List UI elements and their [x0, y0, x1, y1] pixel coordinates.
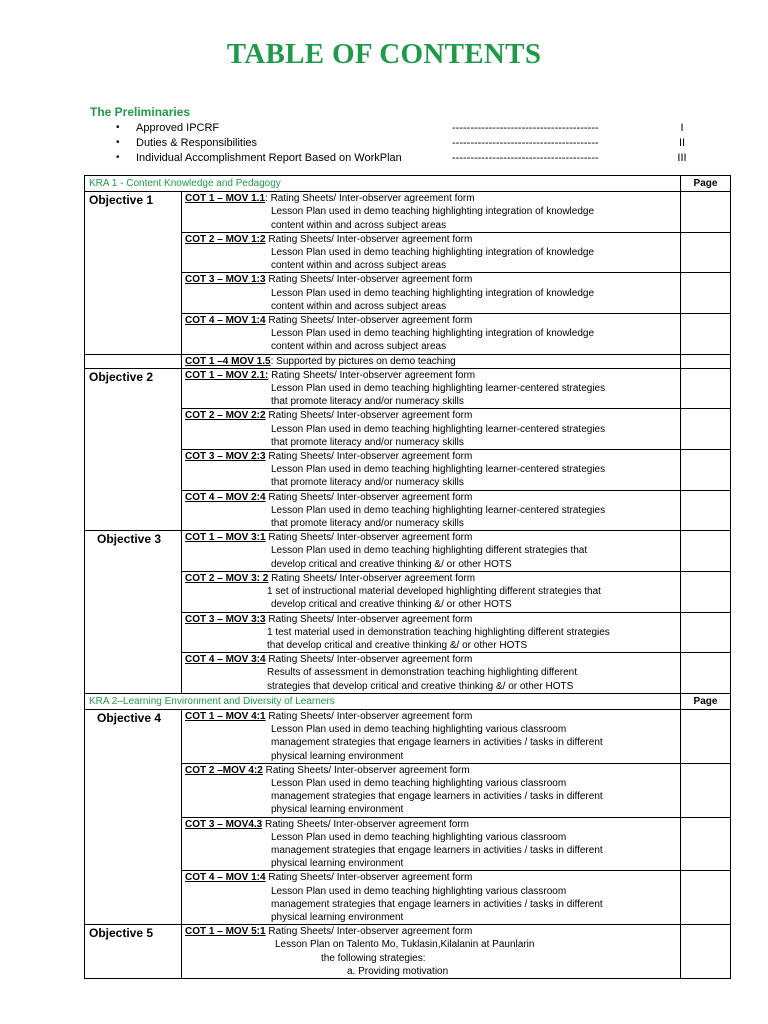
mov-code: COT 1 – MOV 1.1 — [185, 193, 266, 205]
prelim-item — [0, 122, 768, 137]
bullet-icon: • — [116, 152, 120, 163]
objective-label: Objective 2 — [85, 368, 182, 530]
entry-desc: physical learning environment — [271, 804, 404, 816]
table-row — [85, 273, 731, 314]
toc-entry — [182, 612, 681, 653]
toc-entry — [182, 653, 681, 694]
table-row — [85, 531, 731, 572]
mov-code: COT 3 – MOV 1:3 — [185, 274, 266, 286]
entry-title: Rating Sheets/ Inter-observer agreement form — [265, 654, 473, 666]
page-cell — [681, 571, 731, 612]
toc-entry — [182, 450, 681, 491]
entry-desc: Lesson Plan used in demo teaching highlighting learner-centered strategies — [271, 504, 606, 516]
entry-desc: Lesson Plan used in demo teaching highlighting various classroom — [271, 831, 567, 843]
entry-desc: Results of assessment in demonstration teaching highlighting different — [267, 667, 577, 679]
page-cell — [681, 763, 731, 817]
toc-entry — [182, 273, 681, 314]
entry-desc: that promote literacy and/or numeracy skills — [271, 477, 464, 489]
entry-desc: content within and across subject areas — [271, 260, 447, 272]
toc-entry — [182, 368, 681, 409]
entry-title: Rating Sheets/ Inter-observer agreement form — [265, 491, 473, 503]
toc-entry — [182, 925, 681, 979]
page-cell — [681, 409, 731, 450]
entry-title: Rating Sheets/ Inter-observer agreement form — [265, 451, 473, 463]
entry-title: Rating Sheets/ Inter-observer agreement form — [265, 710, 473, 722]
toc-entry — [182, 490, 681, 531]
mov-code: COT 1 – MOV 5:1 — [185, 926, 266, 938]
entry-desc: management strategies that engage learners in activities / tasks in different — [271, 737, 603, 749]
contents-table — [84, 175, 731, 979]
objective-label: Objective 5 — [85, 925, 182, 979]
entry-desc: Lesson Plan used in demo teaching highlighting integration of knowledge — [271, 328, 595, 340]
entry-desc: Lesson Plan used in demo teaching highlighting learner-centered strategies — [271, 423, 606, 435]
entry-desc: that promote literacy and/or numeracy skills — [271, 518, 464, 530]
prelim-item-label: Approved IPCRF — [136, 122, 220, 134]
entry-desc: Lesson Plan on Talento Mo, Tuklasin,Kilalanin at Paunlarin — [275, 939, 535, 951]
page-cell — [681, 273, 731, 314]
page-cell — [681, 531, 731, 572]
table-row — [85, 763, 731, 817]
toc-entry — [182, 354, 681, 368]
mov-code: COT 2 – MOV 2:2 — [185, 410, 266, 422]
entry-title: Rating Sheets/ Inter-observer agreement form — [268, 572, 476, 584]
table-row — [85, 232, 731, 273]
kra-header-row — [85, 176, 731, 192]
table-row — [85, 653, 731, 694]
leader-dots: ---------------------------------------- — [452, 152, 599, 164]
page-cell — [681, 192, 731, 233]
entry-title: Rating Sheets/ Inter-observer agreement form — [265, 532, 473, 544]
mov-code: COT 1 –4 MOV 1.5 — [185, 355, 271, 367]
toc-entry — [182, 409, 681, 450]
prelim-item-label: Duties & Responsibilities — [136, 137, 258, 149]
entry-title: : Supported by pictures on demo teaching — [270, 355, 456, 367]
table-row — [85, 354, 731, 368]
entry-desc: physical learning environment — [271, 750, 404, 762]
table-row — [85, 871, 731, 925]
entry-desc: 1 set of instructional material developed highlighting different strategies that — [267, 586, 601, 598]
entry-desc: that promote literacy and/or numeracy skills — [271, 396, 464, 408]
entry-desc: Lesson Plan used in demo teaching highlighting various classroom — [271, 724, 567, 736]
entry-desc: 1 test material used in demonstration teaching highlighting different strategies — [267, 626, 610, 638]
mov-code: COT 1 – MOV 3:1 — [185, 532, 266, 544]
mov-code: COT 4 – MOV 1:4 — [185, 872, 266, 884]
table-row — [85, 571, 731, 612]
prelim-item-page: II — [678, 137, 686, 149]
prelim-item — [0, 137, 768, 152]
page-column-header: Page — [681, 693, 731, 709]
entry-desc: that promote literacy and/or numeracy skills — [271, 436, 464, 448]
bullet-icon: • — [116, 122, 120, 133]
mov-code: COT 4 – MOV 3:4 — [185, 654, 266, 666]
entry-title: Rating Sheets/ Inter-observer agreement form — [265, 613, 473, 625]
kra1-heading: KRA 1 - Content Knowledge and Pedagogy — [85, 176, 681, 192]
page-column-header: Page — [681, 176, 731, 192]
page-cell — [681, 817, 731, 871]
page-cell — [681, 354, 731, 368]
prelim-item-label: Individual Accomplishment Report Based on WorkPlan — [136, 152, 402, 164]
mov-code: COT 2 –MOV 4:2 — [185, 764, 263, 776]
entry-desc: strategies that develop critical and creative thinking &/ or other HOTS — [267, 680, 574, 692]
entry-desc: content within and across subject areas — [271, 300, 447, 312]
page-cell — [681, 871, 731, 925]
entry-title: Rating Sheets/ Inter-observer agreement form — [265, 274, 473, 286]
empty-cell — [85, 354, 182, 368]
entry-title: Rating Sheets/ Inter-observer agreement form — [262, 764, 470, 776]
entry-desc: Lesson Plan used in demo teaching highlighting learner-centered strategies — [271, 464, 606, 476]
entry-title: Rating Sheets/ Inter-observer agreement form — [265, 410, 473, 422]
mov-code: COT 1 – MOV 2.1: — [185, 369, 269, 381]
mov-code: COT 3 – MOV4.3 — [185, 818, 263, 830]
entry-desc: Lesson Plan used in demo teaching highlighting various classroom — [271, 885, 567, 897]
page-cell — [681, 709, 731, 763]
mov-code: COT 4 – MOV 1:4 — [185, 315, 266, 327]
objective-label: Objective 4 — [85, 709, 182, 924]
entry-desc: content within and across subject areas — [271, 219, 447, 231]
entry-desc: develop critical and creative thinking &/ or other HOTS — [271, 558, 512, 570]
page-cell — [681, 653, 731, 694]
prelim-item — [0, 152, 768, 167]
entry-title: Rating Sheets/ Inter-observer agreement form — [268, 369, 476, 381]
toc-entry — [182, 232, 681, 273]
page-cell — [681, 450, 731, 491]
entry-desc: Lesson Plan used in demo teaching highlighting learner-centered strategies — [271, 383, 606, 395]
entry-desc: content within and across subject areas — [271, 341, 447, 353]
page-cell — [681, 232, 731, 273]
entry-desc: management strategies that engage learners in activities / tasks in different — [271, 898, 603, 910]
table-row — [85, 490, 731, 531]
toc-entry — [182, 314, 681, 355]
objective-label: Objective 3 — [85, 531, 182, 693]
entry-desc: physical learning environment — [271, 858, 404, 870]
table-row — [85, 314, 731, 355]
table-row — [85, 817, 731, 871]
entry-desc: that develop critical and creative thinking &/ or other HOTS — [267, 639, 528, 651]
page-cell — [681, 490, 731, 531]
entry-desc: Lesson Plan used in demo teaching highlighting various classroom — [271, 777, 567, 789]
page-cell — [681, 925, 731, 979]
page-cell — [681, 314, 731, 355]
toc-entry — [182, 531, 681, 572]
entry-title: Rating Sheets/ Inter-observer agreement form — [265, 872, 473, 884]
page-cell — [681, 612, 731, 653]
table-row — [85, 450, 731, 491]
entry-title: : Rating Sheets/ Inter-observer agreement form — [265, 193, 475, 205]
prelim-item-page: III — [677, 152, 687, 164]
entry-title: Rating Sheets/ Inter-observer agreement form — [265, 233, 473, 245]
entry-desc: Lesson Plan used in demo teaching highlighting integration of knowledge — [271, 206, 595, 218]
mov-code: COT 1 – MOV 4:1 — [185, 710, 266, 722]
entry-desc: physical learning environment — [271, 911, 404, 923]
kra2-heading: KRA 2–Learning Environment and Diversity of Learners — [85, 693, 681, 709]
table-row — [85, 192, 731, 233]
toc-entry — [182, 709, 681, 763]
leader-dots: ---------------------------------------- — [452, 122, 599, 134]
bullet-icon: • — [116, 137, 120, 148]
entry-desc: management strategies that engage learners in activities / tasks in different — [271, 844, 603, 856]
toc-entry — [182, 763, 681, 817]
mov-code: COT 4 – MOV 2:4 — [185, 491, 266, 503]
prelim-item-page: I — [680, 122, 684, 134]
mov-code: COT 3 – MOV 3:3 — [185, 613, 266, 625]
page-title: TABLE OF CONTENTS — [226, 38, 542, 70]
leader-dots: ---------------------------------------- — [452, 137, 599, 149]
entry-desc: Lesson Plan used in demo teaching highlighting integration of knowledge — [271, 247, 595, 259]
entry-desc: Lesson Plan used in demo teaching highlighting different strategies that — [271, 545, 588, 557]
entry-title: Rating Sheets/ Inter-observer agreement form — [265, 926, 473, 938]
table-row — [85, 409, 731, 450]
entry-title: Rating Sheets/ Inter-observer agreement form — [265, 315, 473, 327]
toc-entry — [182, 871, 681, 925]
table-row — [85, 709, 731, 763]
kra-header-row — [85, 693, 731, 709]
entry-desc: Lesson Plan used in demo teaching highlighting integration of knowledge — [271, 287, 595, 299]
page-cell — [681, 368, 731, 409]
toc-entry — [182, 192, 681, 233]
objective-label: Objective 1 — [85, 192, 182, 354]
mov-code: COT 2 – MOV 3: 2 — [185, 572, 269, 584]
strategy-item: a. Providing motivation — [347, 965, 449, 977]
mov-code: COT 2 – MOV 1:2 — [185, 233, 266, 245]
table-row — [85, 612, 731, 653]
toc-entry — [182, 571, 681, 612]
preliminaries-heading: The Preliminaries — [90, 105, 191, 119]
entry-desc: develop critical and creative thinking &/ or other HOTS — [271, 599, 512, 611]
toc-entry — [182, 817, 681, 871]
entry-title: Rating Sheets/ Inter-observer agreement form — [262, 818, 470, 830]
table-row — [85, 925, 731, 979]
entry-desc: the following strategies: — [321, 952, 426, 964]
mov-code: COT 3 – MOV 2:3 — [185, 451, 266, 463]
table-row — [85, 368, 731, 409]
entry-desc: management strategies that engage learners in activities / tasks in different — [271, 791, 603, 803]
